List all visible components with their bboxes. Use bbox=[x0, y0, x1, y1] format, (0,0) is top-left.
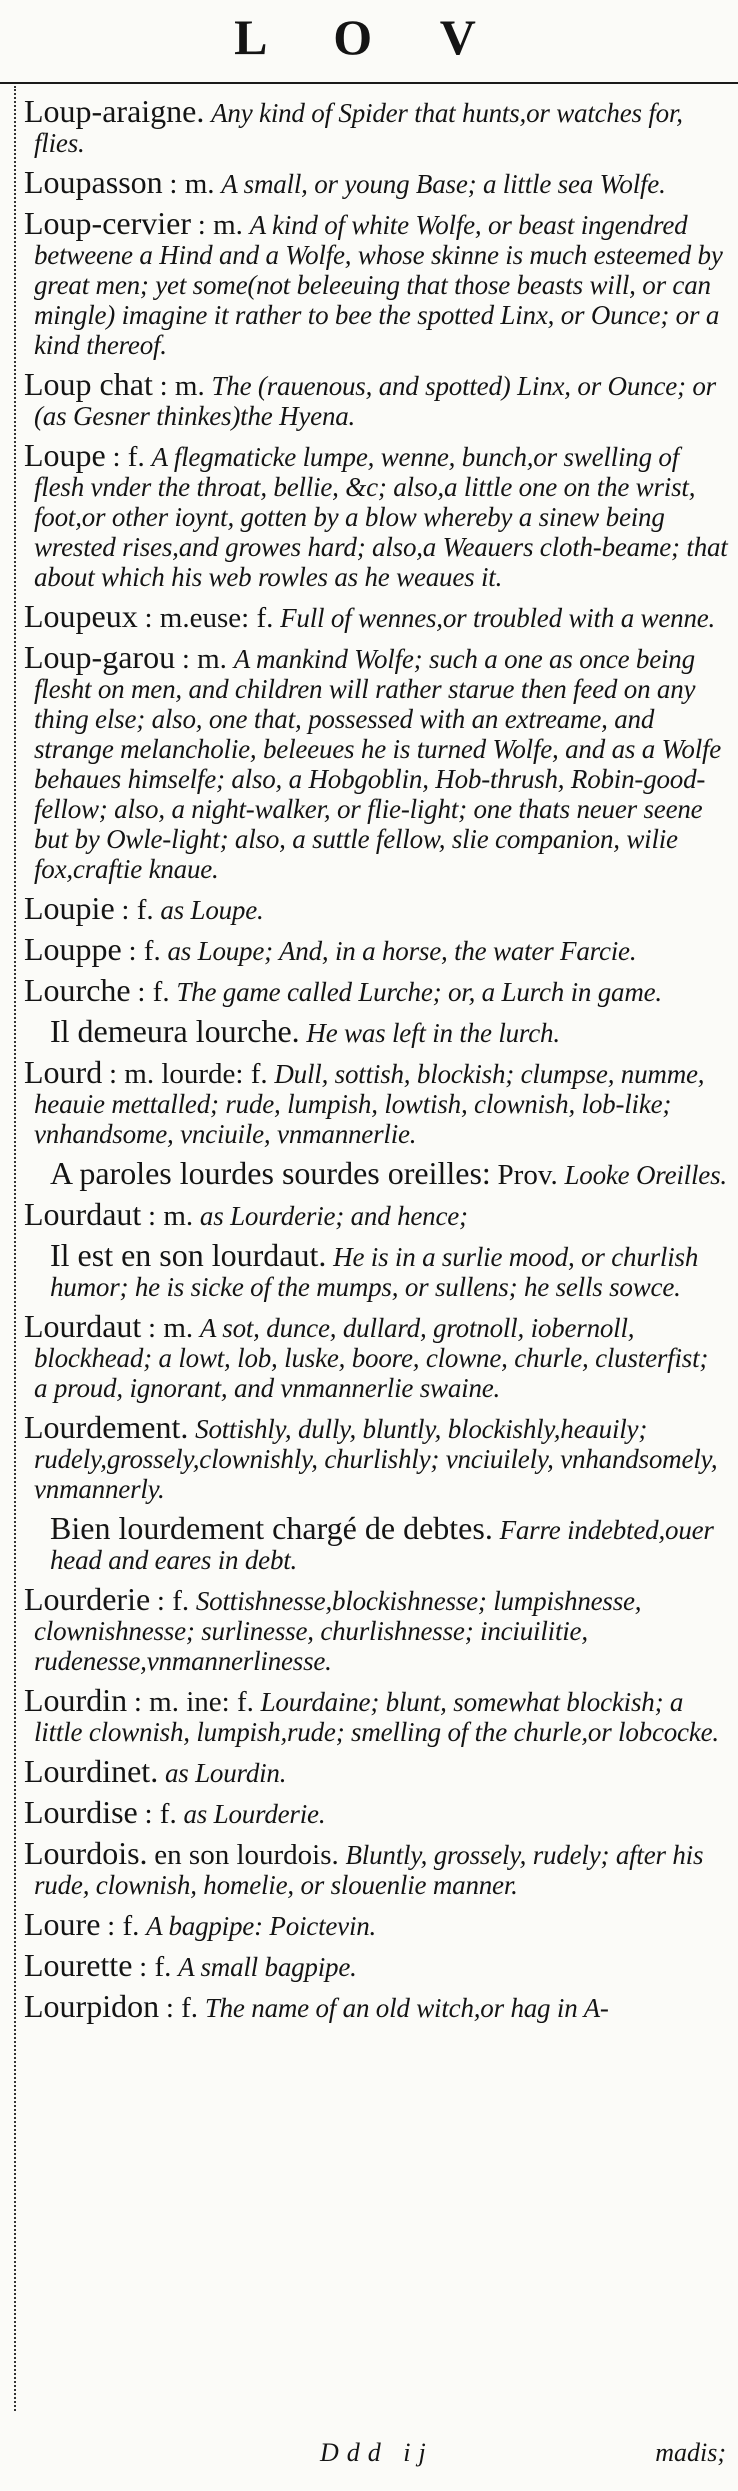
sub-entry bbox=[24, 1013, 728, 1049]
dictionary-entry bbox=[24, 1409, 728, 1504]
entry-definition: Farre indebted,ouer head and eares in debt. bbox=[50, 1515, 714, 1575]
entry-grammar: : m. bbox=[148, 1312, 194, 1344]
entry-definition: He was left in the lurch. bbox=[306, 1018, 560, 1048]
entry-headword: Lourdaut bbox=[24, 1308, 142, 1344]
entry-headword: Lourdinet. bbox=[24, 1753, 159, 1789]
entry-headword: Bien lourdement chargé de debtes. bbox=[50, 1510, 493, 1546]
entry-definition: The name of an old witch,or hag in A- bbox=[204, 1993, 609, 2023]
dictionary-entry bbox=[24, 1308, 728, 1403]
entry-grammar: : m. bbox=[159, 370, 205, 402]
dictionary-entry bbox=[24, 1988, 728, 2024]
dictionary-entry bbox=[24, 1196, 728, 1232]
entry-grammar: : f. bbox=[165, 1992, 199, 2024]
entry-headword: Loupe bbox=[24, 437, 106, 473]
entry-headword: Il est en son lourdaut. bbox=[50, 1237, 327, 1273]
sub-entry bbox=[24, 1510, 728, 1575]
dictionary-entry bbox=[24, 1794, 728, 1830]
entry-definition: The game called Lurche; or, a Lurch in game. bbox=[176, 977, 662, 1007]
dictionary-entry bbox=[24, 598, 728, 634]
entry-grammar: : f. bbox=[107, 1910, 140, 1942]
entry-definition: as Loupe; And, in a horse, the water Farcie. bbox=[167, 936, 637, 966]
entry-headword: Loup-araigne. bbox=[24, 93, 205, 129]
entry-definition: A small, or young Base; a little sea Wolfe. bbox=[221, 169, 666, 199]
entry-definition: A flegmaticke lumpe, wenne, bunch,or swelling of flesh vnder the throat, bellie, &c; also,a little one on the wrist, foot,or other ioynt, gotten by a blow whereby a sinew being wrested rises,and growes hard; also,a Weauers cloth-beame; that about which his web rowles as he weaues it. bbox=[34, 442, 728, 592]
entry-grammar: : f. bbox=[128, 935, 161, 967]
entry-grammar: : f. bbox=[112, 441, 145, 473]
dictionary-entry bbox=[24, 1835, 728, 1900]
entry-headword: Loupasson bbox=[24, 164, 163, 200]
entry-definition: Full of wennes,or troubled with a wenne. bbox=[280, 603, 716, 633]
entry-definition: A sot, dunce, dullard, grotnoll, iobernoll, blockhead; a lowt, lob, luske, boore, clowne, churle, clusterfist; a proud, ignorant, and vnmannerlie swaine. bbox=[34, 1313, 709, 1403]
dictionary-entry bbox=[24, 93, 728, 158]
entry-headword: Loup-garou bbox=[24, 639, 176, 675]
entry-headword: Lourpidon bbox=[24, 1988, 160, 2024]
entry-definition: Sottishnesse,blockishnesse; lumpishnesse, clownishnesse; surlinesse, churlishnesse; inciuilitie, rudenesse,vnmannerlinesse. bbox=[34, 1586, 642, 1676]
header-rule bbox=[0, 82, 738, 84]
entry-definition: as Loupe. bbox=[160, 895, 264, 925]
dictionary-entry bbox=[24, 1581, 728, 1676]
entry-headword: Lourette bbox=[24, 1947, 133, 1983]
page-footer bbox=[0, 2438, 738, 2482]
entry-definition: Dull, sottish, blockish; clumpse, numme, heauie mettalled; rude, lumpish, lowtish, clownish, lob-like; vnhandsome, vnciuile, vnmannerlie. bbox=[34, 1059, 705, 1149]
entry-definition: Any kind of Spider that hunts,or watches for, flies. bbox=[34, 98, 683, 158]
entry-headword: Lourdois. bbox=[24, 1835, 148, 1871]
dictionary-entry bbox=[24, 931, 728, 967]
entry-grammar: : m. bbox=[169, 168, 215, 200]
entry-list bbox=[24, 93, 728, 2032]
entry-definition: A bagpipe: Poictevin. bbox=[146, 1911, 377, 1941]
entry-grammar: : f. bbox=[121, 894, 154, 926]
entry-headword: Lourderie bbox=[24, 1581, 151, 1617]
entry-headword: Loure bbox=[24, 1906, 101, 1942]
entry-grammar: en son lourdois. bbox=[154, 1839, 339, 1871]
entry-definition: Sottishly, dully, bluntly, blockishly,heauily; rudely,grossely,clownishly, churlishly; vnciuilely, vnhandsomely, vnmannerly. bbox=[34, 1414, 718, 1504]
dictionary-entry bbox=[24, 164, 728, 200]
entry-definition: as Lourderie; and hence; bbox=[199, 1201, 468, 1231]
signature-mark: Ddd ij bbox=[320, 2438, 434, 2467]
entry-headword: Loupie bbox=[24, 890, 115, 926]
column-rule bbox=[14, 86, 16, 2411]
entry-headword: Lourche bbox=[24, 972, 131, 1008]
entry-grammar: : m. bbox=[148, 1200, 194, 1232]
entry-headword: Il demeura lourche. bbox=[50, 1013, 300, 1049]
entry-definition: A mankind Wolfe; such a one as once being flesht on men, and children will rather starue then feed on any thing else; also, one that, possessed with an extreame, and strange melancholie, beleeues he is turned Wolfe, and as a Wolfe behaues himselfe; also, a Hobgoblin, Hob-thrush, Robin-good-fellow; also, a night-walker, or flie-light; one thats neuer seene but by Owle-light; also, a suttle fellow, slie companion, wilie fox,craftie knaue. bbox=[34, 644, 722, 884]
entry-grammar: : m.euse: f. bbox=[144, 602, 274, 634]
entry-headword: Louppe bbox=[24, 931, 122, 967]
dictionary-entry bbox=[24, 1682, 728, 1747]
page-header: L O V bbox=[234, 9, 504, 65]
entry-definition: Looke Oreilles. bbox=[564, 1160, 727, 1190]
dictionary-entry bbox=[24, 1753, 728, 1789]
entry-headword: Lourdise bbox=[24, 1794, 138, 1830]
entry-definition: Lourdaine; blunt, somewhat blockish; a little clownish, lumpish,rude; smelling of the churle,or lobcocke. bbox=[34, 1687, 719, 1747]
dictionary-entry bbox=[24, 972, 728, 1008]
entry-headword: Loup chat bbox=[24, 366, 153, 402]
dictionary-entry bbox=[24, 366, 728, 431]
entry-grammar: : m. bbox=[181, 643, 227, 675]
entry-definition: as Lourderie. bbox=[183, 1799, 326, 1829]
entry-grammar: : f. bbox=[139, 1951, 172, 1983]
entry-definition: He is in a surlie mood, or churlish humor; he is sicke of the mumps, or sullens; he sells sowce. bbox=[50, 1242, 699, 1302]
dictionary-entry bbox=[24, 205, 728, 360]
entry-definition: A kind of white Wolfe, or beast ingendred betweene a Hind and a Wolfe, whose skinne is much esteemed by great men; yet some(not beleeuing that those beasts will, or can mingle) imagine it rather to bee the spotted Linx, or Ounce; or a kind thereof. bbox=[34, 210, 723, 360]
entry-definition: Bluntly, grossely, rudely; after his rude, clownish, homelie, or slouenlie manner. bbox=[34, 1840, 704, 1900]
entry-definition: as Lourdin. bbox=[164, 1758, 287, 1788]
sub-entry bbox=[24, 1237, 728, 1302]
sub-entry bbox=[24, 1155, 728, 1191]
entry-definition: A small bagpipe. bbox=[178, 1952, 357, 1982]
entry-grammar: : m. lourde: f. bbox=[108, 1058, 268, 1090]
dictionary-entry bbox=[24, 1947, 728, 1983]
entry-grammar: : m. bbox=[197, 209, 243, 241]
entry-headword: Loupeux bbox=[24, 598, 138, 634]
entry-definition: The (rauenous, and spotted) Linx, or Ounce; or (as Gesner thinkes)the Hyena. bbox=[34, 371, 716, 431]
entry-headword: Lourdin bbox=[24, 1682, 128, 1718]
entry-headword: Loup-cervier bbox=[24, 205, 192, 241]
entry-headword: A paroles lourdes sourdes oreilles: bbox=[50, 1155, 491, 1191]
entry-headword: Lourd bbox=[24, 1054, 103, 1090]
entry-headword: Lourdement. bbox=[24, 1409, 189, 1445]
entry-grammar: : f. bbox=[156, 1585, 190, 1617]
catchword: madis; bbox=[655, 2438, 726, 2467]
entry-headword: Lourdaut bbox=[24, 1196, 142, 1232]
dictionary-entry bbox=[24, 639, 728, 884]
entry-grammar: Prov. bbox=[497, 1159, 558, 1191]
dictionary-entry bbox=[24, 890, 728, 926]
dictionary-entry bbox=[24, 1906, 728, 1942]
dictionary-entry bbox=[24, 437, 728, 592]
dictionary-entry bbox=[24, 1054, 728, 1149]
entry-grammar: : f. bbox=[137, 976, 170, 1008]
entry-grammar: : m. ine: f. bbox=[133, 1686, 254, 1718]
entry-grammar: : f. bbox=[144, 1798, 177, 1830]
